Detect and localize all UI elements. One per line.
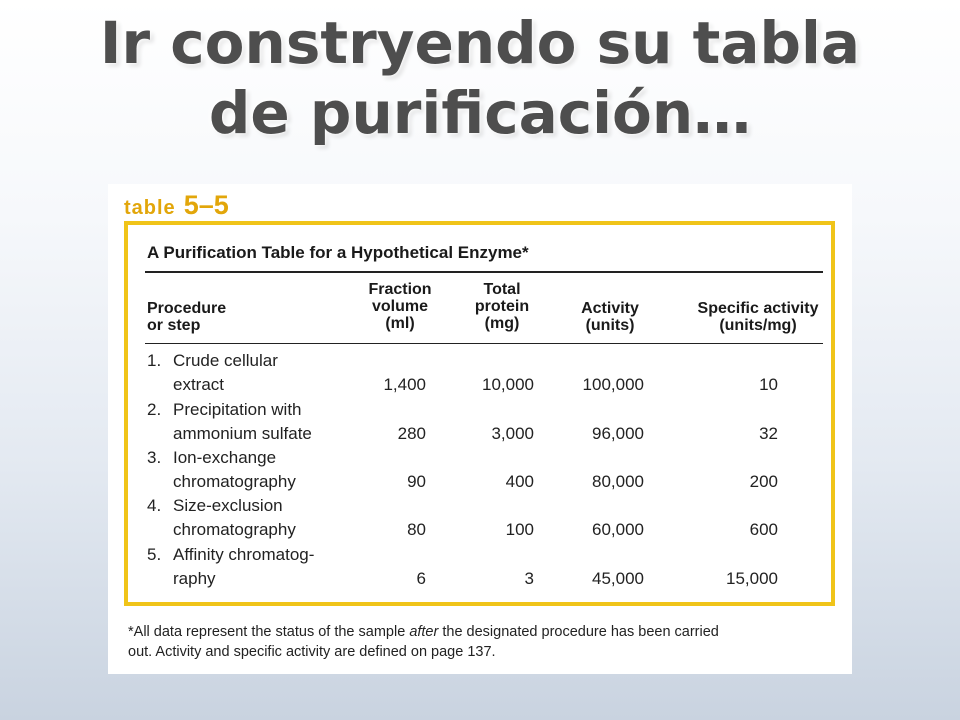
header-top-rule: [145, 271, 823, 273]
step-name-line-2: chromatography: [173, 472, 296, 491]
step-name-line-2: extract: [173, 375, 225, 394]
total-protein-cell: 3: [524, 569, 534, 588]
fraction-volume-cell: 280: [397, 424, 426, 443]
step-name-line-1: Size-exclusion: [173, 496, 283, 515]
procedure-cell: [147, 494, 347, 542]
specific-activity-cell: 200: [749, 472, 778, 491]
step-name-line-1: Affinity chromatog-: [173, 545, 315, 564]
step-number: 3.: [147, 448, 162, 467]
footnote-emphasis: after: [409, 624, 439, 640]
step-name-line-2: chromatography: [173, 520, 296, 539]
specific-activity-cell: 600: [749, 520, 778, 539]
total-protein-cell: 10,000: [482, 375, 534, 394]
table-figure: [108, 184, 852, 674]
slide-title-line-2: de purificación…: [208, 79, 752, 147]
slide-title-line-1: Ir constryendo su tabla: [99, 9, 861, 77]
procedure-cell: [147, 543, 347, 591]
procedure-cell: [147, 398, 347, 446]
fraction-volume-cell: 1,400: [383, 375, 426, 394]
footnote-line-2: out. Activity and specific activity are defined on page 137.: [128, 644, 496, 660]
total-protein-cell: 100: [505, 520, 534, 539]
header-activity: Activity (units): [581, 300, 639, 334]
specific-activity-cell: 10: [759, 375, 778, 394]
header-fraction-volume: Fraction volume (ml): [368, 281, 432, 332]
step-name-line-1: Ion-exchange: [173, 448, 277, 467]
slide-title: [0, 8, 960, 148]
fraction-volume-cell: 6: [416, 569, 426, 588]
step-number: 2.: [147, 400, 162, 419]
step-name-line-2: raphy: [173, 569, 216, 588]
step-name-line-2: ammonium sulfate: [173, 424, 312, 443]
table-footnote: [128, 622, 828, 662]
activity-cell: 60,000: [592, 520, 644, 539]
table-label: [124, 190, 229, 221]
specific-activity-cell: 15,000: [726, 569, 778, 588]
activity-cell: 96,000: [592, 424, 644, 443]
procedure-cell: [147, 349, 347, 397]
footnote-text-start: *All data represent the status of the sample: [128, 624, 410, 640]
total-protein-cell: 3,000: [491, 424, 534, 443]
activity-cell: 80,000: [592, 472, 644, 491]
header-specific-activity: Specific activity (units/mg): [697, 300, 819, 334]
step-number: 4.: [147, 496, 162, 515]
table-label-word: table: [124, 197, 176, 219]
step-number: 5.: [147, 545, 162, 564]
procedure-cell: [147, 446, 347, 494]
header-total-protein: Total protein (mg): [474, 281, 530, 332]
table-caption: A Purification Table for a Hypothetical Enzyme*: [147, 243, 529, 262]
activity-cell: 45,000: [592, 569, 644, 588]
specific-activity-cell: 32: [759, 424, 778, 443]
table-label-number: 5–5: [183, 190, 229, 220]
total-protein-cell: 400: [505, 472, 534, 491]
fraction-volume-cell: 90: [407, 472, 426, 491]
fraction-volume-cell: 80: [407, 520, 426, 539]
footnote-text-end: the designated procedure has been carried: [438, 624, 719, 640]
step-name-line-1: Crude cellular: [173, 351, 278, 370]
step-name-line-1: Precipitation with: [173, 400, 302, 419]
step-number: 1.: [147, 351, 162, 370]
activity-cell: 100,000: [582, 375, 644, 394]
header-procedure: Procedure or step: [147, 300, 227, 334]
header-bottom-rule: [145, 343, 823, 344]
